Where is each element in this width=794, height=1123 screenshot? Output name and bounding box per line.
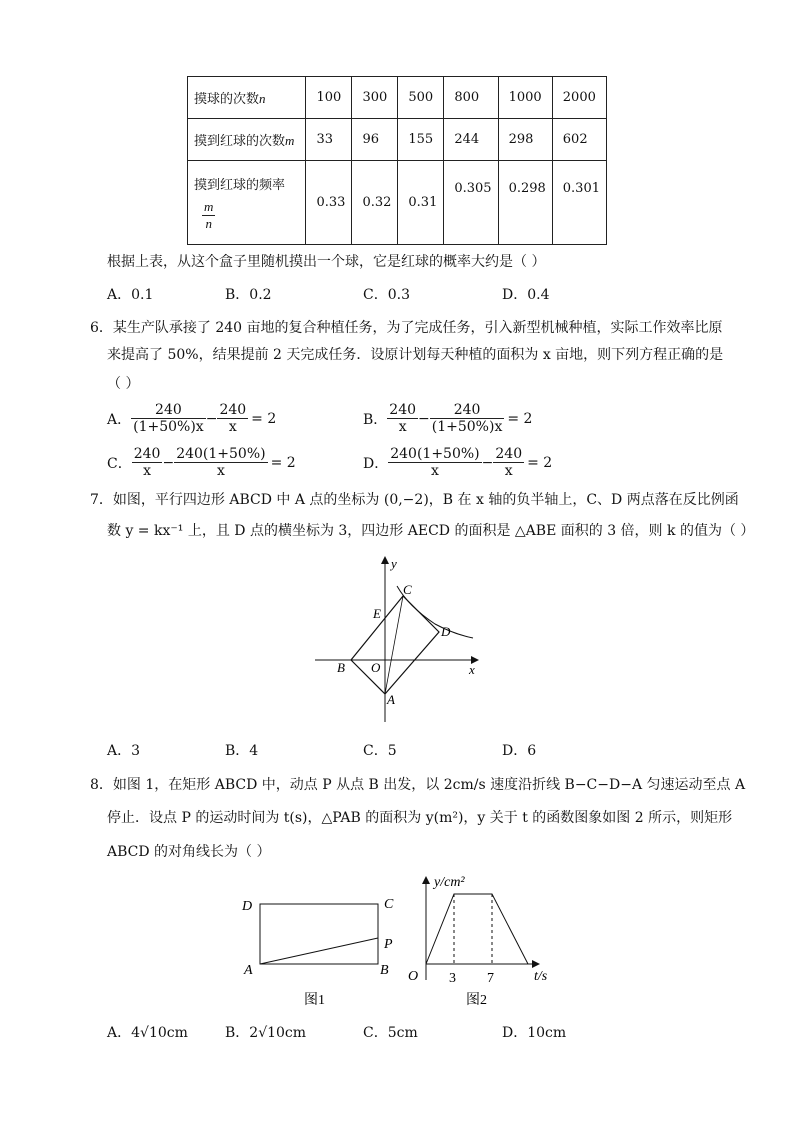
q8-stem-line1: 8．如图 1，在矩形 ABCD 中，动点 P 从点 B 出发，以 2cm/s 速度沿折线 B−C−D−A 匀速运动至点 A [90, 777, 746, 793]
q7-stem-line1: 7．如图，平行四边形 ABCD 中 A 点的坐标为 (0,−2)，B 在 x 轴的负半轴上，C、D 两点落在反比例函 [90, 492, 739, 508]
table-cell: 500 [398, 77, 444, 119]
fig1-label-c: C [384, 897, 394, 912]
row-label: 摸到红球的次数m [188, 119, 306, 161]
label-a: A [387, 692, 395, 707]
q7-option-b[interactable]: B．4 [225, 743, 259, 759]
q6-stem-line2: 来提高了 50%，结果提前 2 天完成任务．设原计划每天种植的面积为 x 亩地，则下列方程正确的是 [107, 347, 724, 363]
fig2-xlabel: t/s [534, 969, 548, 984]
q8-option-b[interactable]: B．2√10cm [225, 1025, 307, 1041]
segment-ac [385, 596, 403, 694]
table-cell: 0.305 [444, 161, 498, 245]
label-d: D [441, 624, 451, 639]
table-cell: 0.33 [306, 161, 352, 245]
table-cell: 300 [352, 77, 398, 119]
table-row [188, 119, 607, 161]
fig2-graph [426, 894, 528, 964]
q8-option-d[interactable]: D．10cm [502, 1025, 567, 1041]
table-cell: 2000 [552, 77, 606, 119]
row-label: 摸到红球的频率 $\frac{m}{n}$ [188, 161, 306, 245]
table-cell: 244 [444, 119, 498, 161]
label-y: y [391, 556, 397, 571]
fig2-ylabel: y/cm² [434, 875, 465, 890]
q6-option-d[interactable]: D． $\frac{240(1+50\%)}{x}$ − $\frac{240}{x}$ = 2 [363, 446, 553, 479]
table-cell: 100 [306, 77, 352, 119]
table-row [188, 77, 607, 119]
fig1-label-b: B [380, 963, 389, 978]
parallelogram-abcd [351, 596, 439, 694]
fig1-caption: 图1 [304, 993, 325, 1008]
q5-option-b[interactable]: B．0.2 [225, 287, 272, 303]
label-x: x [469, 662, 475, 677]
table-cell: 0.298 [498, 161, 552, 245]
q7-figure [305, 552, 495, 732]
table-cell: 800 [444, 77, 498, 119]
table-cell: 96 [352, 119, 398, 161]
label-e: E [373, 606, 381, 621]
table-cell: 33 [306, 119, 352, 161]
table-cell: 1000 [498, 77, 552, 119]
table-cell: 155 [398, 119, 444, 161]
q7-stem-line2: 数 y = kx⁻¹ 上，且 D 点的横坐标为 3，四边形 AECD 的面积是 △ABE 面积的 3 倍，则 k 的值为（ ） [107, 523, 755, 539]
q5-option-d[interactable]: D．0.4 [502, 287, 550, 303]
fig2-origin: O [408, 969, 419, 984]
table-cell: 298 [498, 119, 552, 161]
segment-ap [260, 938, 378, 964]
q5-option-c[interactable]: C．0.3 [363, 287, 410, 303]
fig2-tick-3: 3 [449, 971, 456, 986]
fig1-label-d: D [242, 899, 253, 914]
q6-option-c[interactable]: C． $\frac{240}{x}$ − $\frac{240(1+50\%)}{x}$ = 2 [107, 446, 296, 479]
rectangle-abcd [260, 904, 378, 964]
q8-stem-line3: ABCD 的对角线长为（ ） [107, 844, 271, 860]
table-cell: 602 [552, 119, 606, 161]
label-o: O [371, 660, 381, 675]
q7-option-c[interactable]: C．5 [363, 743, 397, 759]
table-cell: 0.31 [398, 161, 444, 245]
q6-option-a[interactable]: A． $\frac{240}{(1+50\%)x}$ − $\frac{240}{x}$ = 2 [107, 402, 277, 435]
q5-stem: 根据上表，从这个盒子里随机摸出一个球，它是红球的概率大约是（ ） [107, 254, 546, 270]
label-c: C [403, 582, 412, 597]
q6-stem-line3: （ ） [107, 376, 140, 392]
table-cell: 0.32 [352, 161, 398, 245]
q6-option-b[interactable]: B． $\frac{240}{x}$ − $\frac{240}{(1+50\%)x}$ = 2 [363, 402, 533, 435]
fig2-caption: 图2 [466, 993, 487, 1008]
q5-option-a[interactable]: A．0.1 [107, 287, 154, 303]
table-row [188, 161, 607, 245]
q8-stem-line2: 停止．设点 P 的运动时间为 t(s)，△PAB 的面积为 y(m²)，y 关于 t 的函数图象如图 2 所示，则矩形 [107, 810, 733, 826]
fig2-tick-7: 7 [487, 971, 494, 986]
fig1-label-p: P [384, 937, 393, 952]
table-cell: 0.301 [552, 161, 606, 245]
q6-stem-line1: 6．某生产队承接了 240 亩地的复合种植任务，为了完成任务，引入新型机械种植，实际工作效率比原 [90, 320, 723, 336]
frequency-table [187, 76, 607, 245]
row-label: 摸球的次数n [188, 77, 306, 119]
q7-option-d[interactable]: D．6 [502, 743, 537, 759]
q7-option-a[interactable]: A．3 [107, 743, 141, 759]
fig1-label-a: A [244, 963, 253, 978]
q8-figures [230, 872, 560, 1012]
label-b: B [337, 660, 345, 675]
q8-option-c[interactable]: C．5cm [363, 1025, 418, 1041]
q8-option-a[interactable]: A．4√10cm [107, 1025, 188, 1041]
